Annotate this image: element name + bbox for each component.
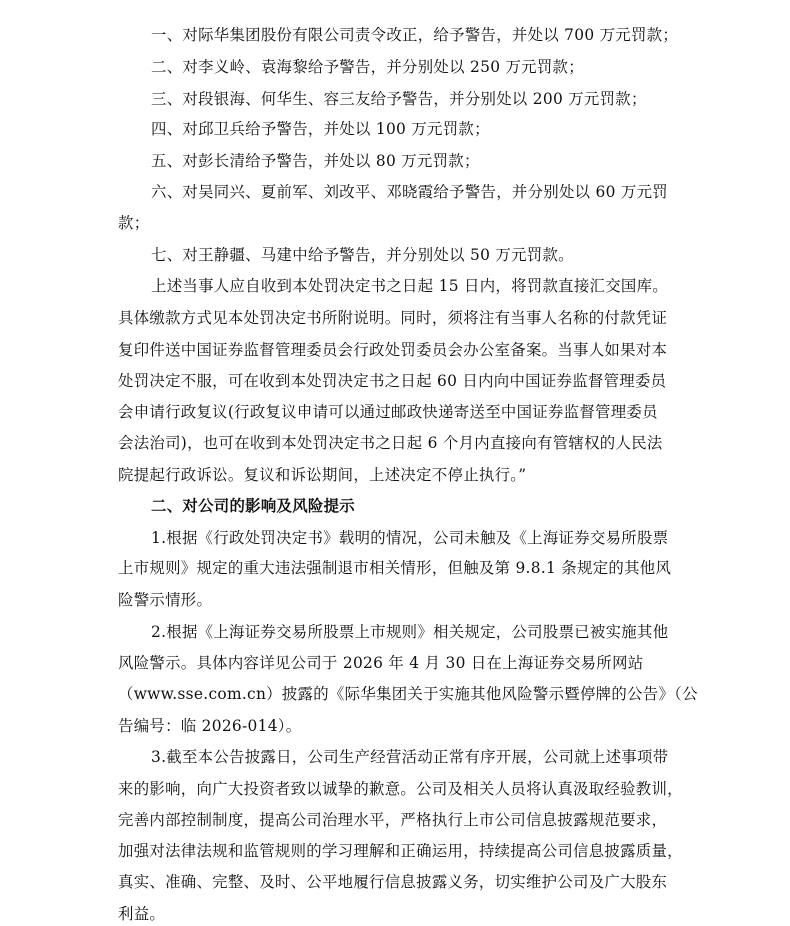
impact-point-3-line: 真实、准确、完整、及时、公平地履行信息披露义务，切实维护公司及广大股东 bbox=[118, 873, 668, 892]
penalty-item-1: 一、对际华集团股份有限公司责令改正，给予警告，并处以 700 万元罚款； bbox=[151, 26, 679, 44]
payment-paragraph-line: 上述当事人应自收到本处罚决定书之日起 15 日内，将罚款直接汇交国库。 bbox=[151, 277, 668, 296]
penalty-item-3: 三、对段银海、何华生、容三友给予警告，并分别处以 200 万元罚款； bbox=[151, 89, 647, 108]
impact-point-2-line: 告编号：临 2026-014）。 bbox=[118, 717, 302, 736]
penalty-item-5: 五、对彭长清给予警告，并处以 80 万元罚款； bbox=[151, 152, 480, 171]
penalty-item-2: 二、对李义岭、袁海黎给予警告，并分别处以 250 万元罚款； bbox=[151, 57, 584, 76]
payment-paragraph-line: 复印件送中国证券监督管理委员会行政处罚委员会办公室备案。当事人如果对本 bbox=[118, 340, 668, 359]
payment-paragraph-line: 院提起行政诉讼。复议和诉讼期间，上述决定不停止执行。” bbox=[118, 465, 527, 484]
payment-paragraph-line: 会申请行政复议(行政复议申请可以通过邮政快递寄送至中国证券监督管理委员 bbox=[118, 403, 658, 422]
impact-point-3-line: 加强对法律法规和监管规则的学习理解和正确运用，持续提高公司信息披露质量， bbox=[118, 842, 683, 861]
payment-paragraph-line: 具体缴款方式见本处罚决定书所附说明。同时，须将注有当事人名称的付款凭证 bbox=[118, 309, 668, 328]
impact-point-1-line: 险警示情形。 bbox=[118, 591, 213, 610]
impact-point-2-line: 2.根据《上海证券交易所股票上市规则》相关规定，公司股票已被实施其他 bbox=[151, 622, 669, 641]
impact-point-3-line: 来的影响，向广大投资者致以诚挚的歉意。公司及相关人员将认真汲取经验教训， bbox=[118, 779, 683, 798]
impact-point-1-line: 上市规则》规定的重大违法强制退市相关情形，但触及第 9.8.1 条规定的其他风 bbox=[118, 559, 672, 578]
impact-point-3-line: 利益。 bbox=[118, 905, 166, 923]
section-heading: 二、对公司的影响及风险提示 bbox=[151, 496, 355, 515]
penalty-item-6-cont: 款； bbox=[118, 213, 150, 232]
impact-point-1-line: 1.根据《行政处罚决定书》载明的情况，公司未触及《上海证券交易所股票 bbox=[151, 528, 669, 547]
penalty-item-7: 七、对王静疆、马建中给予警告，并分别处以 50 万元罚款。 bbox=[151, 245, 574, 264]
penalty-item-6: 六、对吴同兴、夏前军、刘改平、邓晓霞给予警告，并分别处以 60 万元罚 bbox=[151, 182, 668, 201]
impact-point-2-line: 风险警示。具体内容详见公司于 2026 年 4 月 30 日在上海证券交易所网站 bbox=[118, 653, 644, 672]
penalty-item-4: 四、对邱卫兵给予警告，并处以 100 万元罚款； bbox=[151, 120, 490, 139]
payment-paragraph-line: 处罚决定不服，可在收到本处罚决定书之日起 60 日内向中国证券监督管理委员 bbox=[118, 371, 667, 390]
payment-paragraph-line: 会法治司)，也可在收到本处罚决定书之日起 6 个月内直接向有管辖权的人民法 bbox=[118, 434, 663, 453]
impact-point-3-line: 3.截至本公告披露日，公司生产经营活动正常有序开展，公司就上述事项带 bbox=[151, 748, 669, 767]
impact-point-2-line: （www.sse.com.cn）披露的《际华集团关于实施其他风险警示暨停牌的公告》（公 bbox=[118, 685, 698, 704]
impact-point-3-line: 完善内部控制制度，提高公司治理水平，严格执行上市公司信息披露规范要求， bbox=[118, 810, 668, 829]
